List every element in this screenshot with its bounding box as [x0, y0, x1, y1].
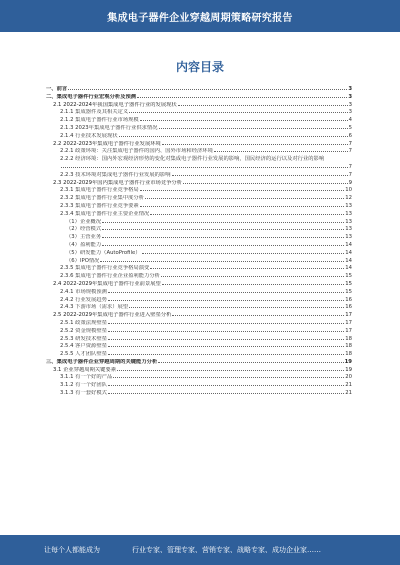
toc-entry-title: 2.2.1 政策环境：关注集成电子器件的国内、国外市场和经济环境 [60, 148, 213, 155]
toc-entry-page: 3 [348, 86, 352, 92]
toc-leader-dots [61, 166, 348, 168]
toc-entry[interactable] [46, 203, 352, 211]
toc-entry-page: 13 [345, 202, 352, 209]
toc-entry-title: 2.3.2 集成电子器件行业集中度分析 [60, 195, 145, 202]
toc-entry[interactable] [46, 172, 352, 180]
toc-entry-title: 三、集成电子器件企业穿越周期的关键能力分析 [46, 358, 158, 365]
toc-leader-dots [172, 174, 348, 176]
footer-banner [0, 535, 400, 565]
toc-entry-page: 7 [348, 148, 352, 155]
header-banner [0, 0, 400, 32]
toc-entry-page: 17 [345, 327, 352, 334]
toc-entry-title: 2.3.5 集成电子器件行业竞争格局演变 [60, 265, 150, 272]
toc-leader-dots [162, 283, 344, 285]
toc-entry-title: 2.5.2 资金规模壁垒 [60, 327, 107, 334]
toc-entry-page: 9 [348, 179, 352, 186]
toc-entry-title: 2.5.3 研发技术壁垒 [60, 335, 107, 342]
toc-entry-title: 3.1.1 有一个好的产品 [60, 374, 113, 381]
toc-entry-title: 2.3.4 集成电子器件行业主要企业情况 [60, 210, 150, 217]
toc-leader-dots [108, 384, 344, 386]
toc-entry[interactable] [46, 226, 352, 234]
footer-slogan: 让每个人都能成为 [44, 546, 100, 554]
toc-leader-dots [137, 96, 347, 98]
toc-leader-dots [102, 236, 344, 238]
toc-entry[interactable] [46, 390, 352, 398]
toc-entry-title: 2.4.1 市场规模预测 [60, 288, 107, 295]
toc-entry-page: 16 [345, 304, 352, 311]
toc-entry-title: （4）盈利能力 [66, 241, 102, 248]
toc-leader-dots [142, 252, 345, 254]
toc-entry[interactable] [46, 374, 352, 382]
toc-entry-title: 2.3.3 集成电子器件行业竞争要素 [60, 202, 139, 209]
toc-leader-dots [117, 369, 344, 371]
toc-entry-title: 3.1 企业穿越周期关键要素 [53, 366, 117, 373]
toc-entry-page: 17 [345, 319, 352, 326]
toc-entry[interactable] [46, 320, 352, 328]
toc-entry[interactable] [46, 133, 352, 141]
toc-entry-page: 19 [345, 366, 352, 373]
toc-entry-title: 2.4.3 下游市场（需求）展望 [60, 304, 129, 311]
toc-entry[interactable] [46, 289, 352, 297]
toc-entry-page: 15 [345, 280, 352, 287]
toc-entry[interactable] [46, 86, 352, 94]
toc-leader-dots [140, 205, 345, 207]
toc-entry[interactable] [46, 102, 352, 110]
toc-entry-page: 4 [348, 117, 352, 124]
toc-entry-page: 15 [345, 273, 352, 280]
toc-entry[interactable] [46, 234, 352, 242]
toc-entry[interactable] [46, 125, 352, 133]
toc-entry[interactable] [46, 367, 352, 375]
toc-leader-dots [119, 135, 348, 137]
toc-entry[interactable] [46, 109, 352, 117]
toc-entry-page: 14 [345, 249, 352, 256]
toc-entry-page: 18 [345, 343, 352, 350]
toc-entry-page: 14 [345, 257, 352, 264]
toc-entry-page: 14 [345, 265, 352, 272]
toc-entry[interactable] [46, 187, 352, 195]
toc-leader-dots [162, 143, 348, 145]
toc-entry-title: 2.3.6 集成电子器件行业企业盈利能力分析 [60, 273, 160, 280]
toc-entry-page: 19 [344, 358, 352, 365]
toc-entry[interactable] [46, 156, 352, 172]
toc-leader-dots [178, 104, 348, 106]
toc-entry[interactable] [46, 304, 352, 312]
toc-entry-page: 6 [348, 132, 352, 139]
toc-entry-page: 3 [348, 109, 352, 116]
toc-entry-page: 7 [348, 171, 352, 178]
toc-entry-title: 2.1 2022-2024年我国集成电子器件行业的发展现状 [53, 101, 177, 108]
toc-leader-dots [129, 306, 344, 308]
toc-entry-page: 16 [345, 296, 352, 303]
toc-entry[interactable] [46, 328, 352, 336]
toc-leader-dots [108, 291, 344, 293]
toc-entry[interactable] [46, 273, 352, 281]
toc-entry-page: 10 [345, 187, 352, 194]
toc-entry[interactable] [46, 343, 352, 351]
toc-leader-dots [183, 182, 348, 184]
toc-leader-dots [150, 267, 344, 269]
toc-entry-title: 3.1.2 有一个好团队 [60, 382, 107, 389]
toc-entry-page: 7 [348, 140, 352, 147]
toc-entry[interactable] [46, 242, 352, 250]
toc-leader-dots [113, 376, 344, 378]
toc-entry-page: 13 [345, 210, 352, 217]
toc-leader-dots [159, 127, 348, 129]
toc-entry-title: （2）经营模式 [66, 226, 102, 233]
toc-leader-dots [100, 260, 344, 262]
toc-entry-title: 2.5.5 人才团队壁垒 [60, 351, 107, 358]
toc-leader-dots [108, 322, 344, 324]
toc-entry-page: 18 [345, 351, 352, 358]
toc-entry-title: 2.1.3 2023年集成电子器件行业供求情况 [60, 124, 158, 131]
toc-leader-dots [172, 314, 344, 316]
toc-entry[interactable] [46, 117, 352, 125]
toc-leader-dots [102, 228, 344, 230]
footer-experts: 行业专家、管理专家、营销专家、战略专家、成功企业家…… [132, 546, 321, 554]
toc-leader-dots [161, 275, 344, 277]
toc-leader-dots [102, 221, 344, 223]
toc-leader-dots [129, 111, 347, 113]
toc-entry[interactable] [46, 281, 352, 289]
toc-leader-dots [108, 338, 344, 340]
toc-entry[interactable] [46, 312, 352, 320]
toc-entry[interactable] [46, 94, 352, 102]
toc-entry-page: 14 [345, 241, 352, 248]
toc-entry-page: 7 [348, 163, 352, 170]
toc-entry-title: 2.2.3 技术环境对集成电子器件行业发展的影响 [60, 171, 171, 178]
toc-entry[interactable] [46, 141, 352, 149]
toc-entry-page: 15 [345, 288, 352, 295]
toc-entry-title: （3）主营业务 [66, 234, 102, 241]
toc-leader-dots [158, 361, 343, 363]
toc-entry-page: 13 [345, 218, 352, 225]
toc-entry-title: （1）企业概况 [66, 218, 102, 225]
toc-leader-dots [108, 353, 344, 355]
toc-entry-title: 二、集成电子器件行业宏观分析及预测 [46, 93, 137, 100]
toc-heading: 内容目录 [175, 60, 224, 74]
toc-entry[interactable] [46, 265, 352, 273]
toc-entry[interactable] [46, 351, 352, 359]
toc-entry-page: 13 [345, 234, 352, 241]
report-title: 集成电子器件企业穿越周期策略研究报告 [107, 13, 293, 24]
toc-leader-dots [108, 330, 344, 332]
toc-entry-page: 17 [345, 312, 352, 319]
toc-entry-page: 13 [345, 226, 352, 233]
toc-leader-dots [108, 345, 344, 347]
toc-entry-title: 2.3.1 集成电子器件行业竞争格局 [60, 187, 139, 194]
toc-entry-title: （5）研发能力（AutoProfile） [66, 249, 141, 256]
toc-leader-dots [102, 244, 344, 246]
toc-leader-dots [214, 150, 348, 152]
toc-entry-title: 2.2.2 经济环境：国内外宏观经济形势的变化对集成电子器件行业发展的影响，国民经济的运行以及对行业的影响 [60, 156, 325, 163]
toc-entry-title: 2.5.1 政策法规壁垒 [60, 319, 107, 326]
toc-entry[interactable] [46, 336, 352, 344]
toc-entry-title: 2.2 2022-2023年集成电子器件行业发展环境 [53, 140, 161, 147]
toc-entry-page: 12 [345, 195, 352, 202]
toc-leader-dots [145, 197, 344, 199]
toc-entry-page: 18 [345, 335, 352, 342]
toc-entry-title: 2.1.2 集成电子器件行业市场规模 [60, 117, 139, 124]
toc-entry-page: 5 [348, 124, 352, 131]
toc-entry[interactable] [46, 382, 352, 390]
toc-entry-page: 3 [348, 93, 352, 100]
toc-leader-dots [140, 119, 348, 121]
toc-leader-dots [140, 189, 345, 191]
toc-entry-title: 2.4 2022-2029年集成电子器件行业前景展望 [53, 280, 161, 287]
toc-entry[interactable] [46, 297, 352, 305]
toc-entry-title: 3.1.3 有一套好模式 [60, 390, 107, 397]
toc-entry-page: 21 [345, 382, 352, 389]
toc-entry[interactable] [46, 211, 352, 219]
toc-entry[interactable] [46, 250, 352, 258]
toc-entry-title: （6）IPO情况 [66, 257, 100, 264]
table-of-contents [46, 86, 352, 398]
toc-entry-title: 2.1.4 行业技术发展现状 [60, 132, 118, 139]
toc-entry-title: 一、前言 [46, 86, 68, 92]
toc-entry-page: 3 [348, 101, 352, 108]
toc-leader-dots [150, 213, 344, 215]
toc-leader-dots [108, 299, 344, 301]
toc-entry-title: 2.3 2022-2029年国内集成电子器件行业市场竞争分析 [53, 179, 183, 186]
toc-entry[interactable] [46, 148, 352, 156]
toc-entry-title: 2.5.4 客户资源壁垒 [60, 343, 107, 350]
toc-entry[interactable] [46, 359, 352, 367]
toc-entry[interactable] [46, 219, 352, 227]
toc-entry-page: 20 [345, 374, 352, 381]
toc-entry[interactable] [46, 195, 352, 203]
toc-entry-title: 2.5 2022-2029年集成电子器件行业进入壁垒分析 [53, 312, 172, 319]
toc-entry[interactable] [46, 258, 352, 266]
toc-entry-title: 2.4.2 行业发展趋势 [60, 296, 107, 303]
toc-entry-title: 2.1.1 集成器件及其相关定义 [60, 109, 129, 116]
toc-leader-dots [108, 392, 344, 394]
toc-entry-page: 21 [345, 390, 352, 397]
toc-leader-dots [68, 88, 347, 90]
toc-entry[interactable] [46, 180, 352, 188]
